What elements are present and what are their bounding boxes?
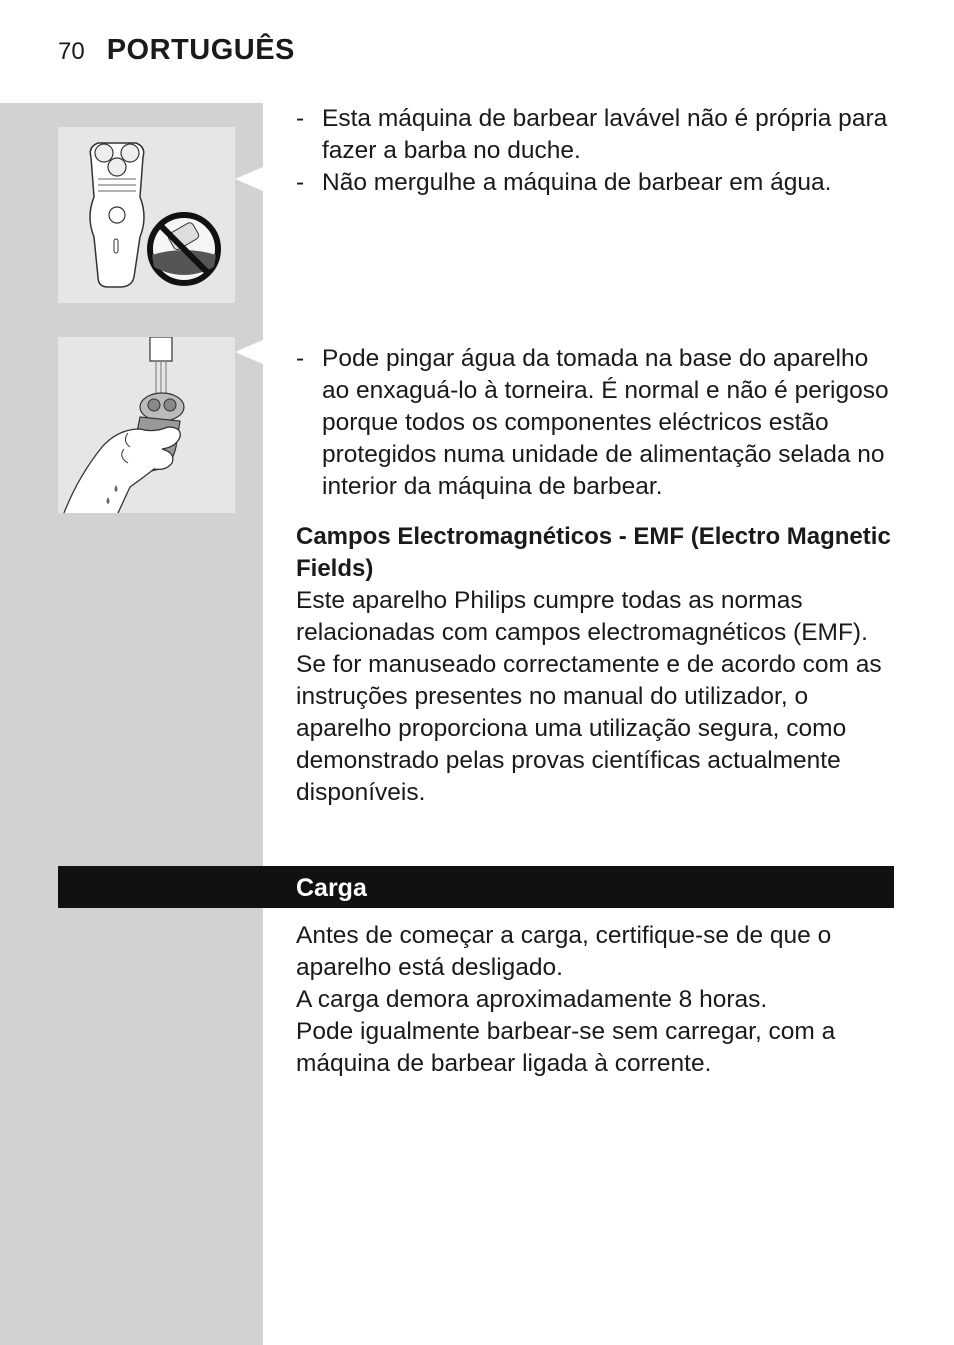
charging-text [296, 920, 896, 1080]
warning-list-mid [296, 343, 896, 809]
charging-title: Carga [296, 874, 367, 902]
page-number: 70 [58, 38, 85, 65]
no-immersion-shaver-icon [58, 127, 235, 303]
rinse-under-tap-icon [58, 337, 235, 513]
list-item: - Não mergulhe a máquina de barbear em água. [296, 169, 832, 196]
callout-pointer [235, 340, 263, 364]
callout-pointer [235, 167, 263, 191]
list-item: - Esta máquina de barbear lavável não é própria para fazer a barba no duche. [296, 105, 888, 164]
charging-paragraph: Antes de começar a carga, certifique-se de que o aparelho está desligado. [296, 922, 832, 981]
language-title: PORTUGUÊS [106, 34, 295, 66]
list-item: - Pode pingar água da tomada na base do aparelho ao enxaguá-lo à torneira. É normal e não é perigoso porque todos os componentes eléctricos estão protegidos numa unidade de alimentação selada no interior da máquina de barbear. [296, 345, 889, 500]
section-bar-charging [58, 866, 894, 908]
page-header [58, 34, 295, 74]
charging-paragraph: A carga demora aproximadamente 8 horas. [296, 986, 768, 1013]
emf-body: Este aparelho Philips cumpre todas as normas relacionadas com campos electromagnéticos (EMF). Se for manuseado correctamente e de acordo com as instruções presentes no manual do utilizador, o aparelho proporciona uma utilização segura, como demonstrado pelas provas científicas actualmente disponíveis. [296, 587, 882, 806]
warning-list-top [296, 103, 896, 199]
emf-heading: Campos Electromagnéticos - EMF (Electro Magnetic Fields) [296, 523, 891, 582]
charging-paragraph: Pode igualmente barbear-se sem carregar, com a máquina de barbear ligada à corrente. [296, 1018, 836, 1077]
